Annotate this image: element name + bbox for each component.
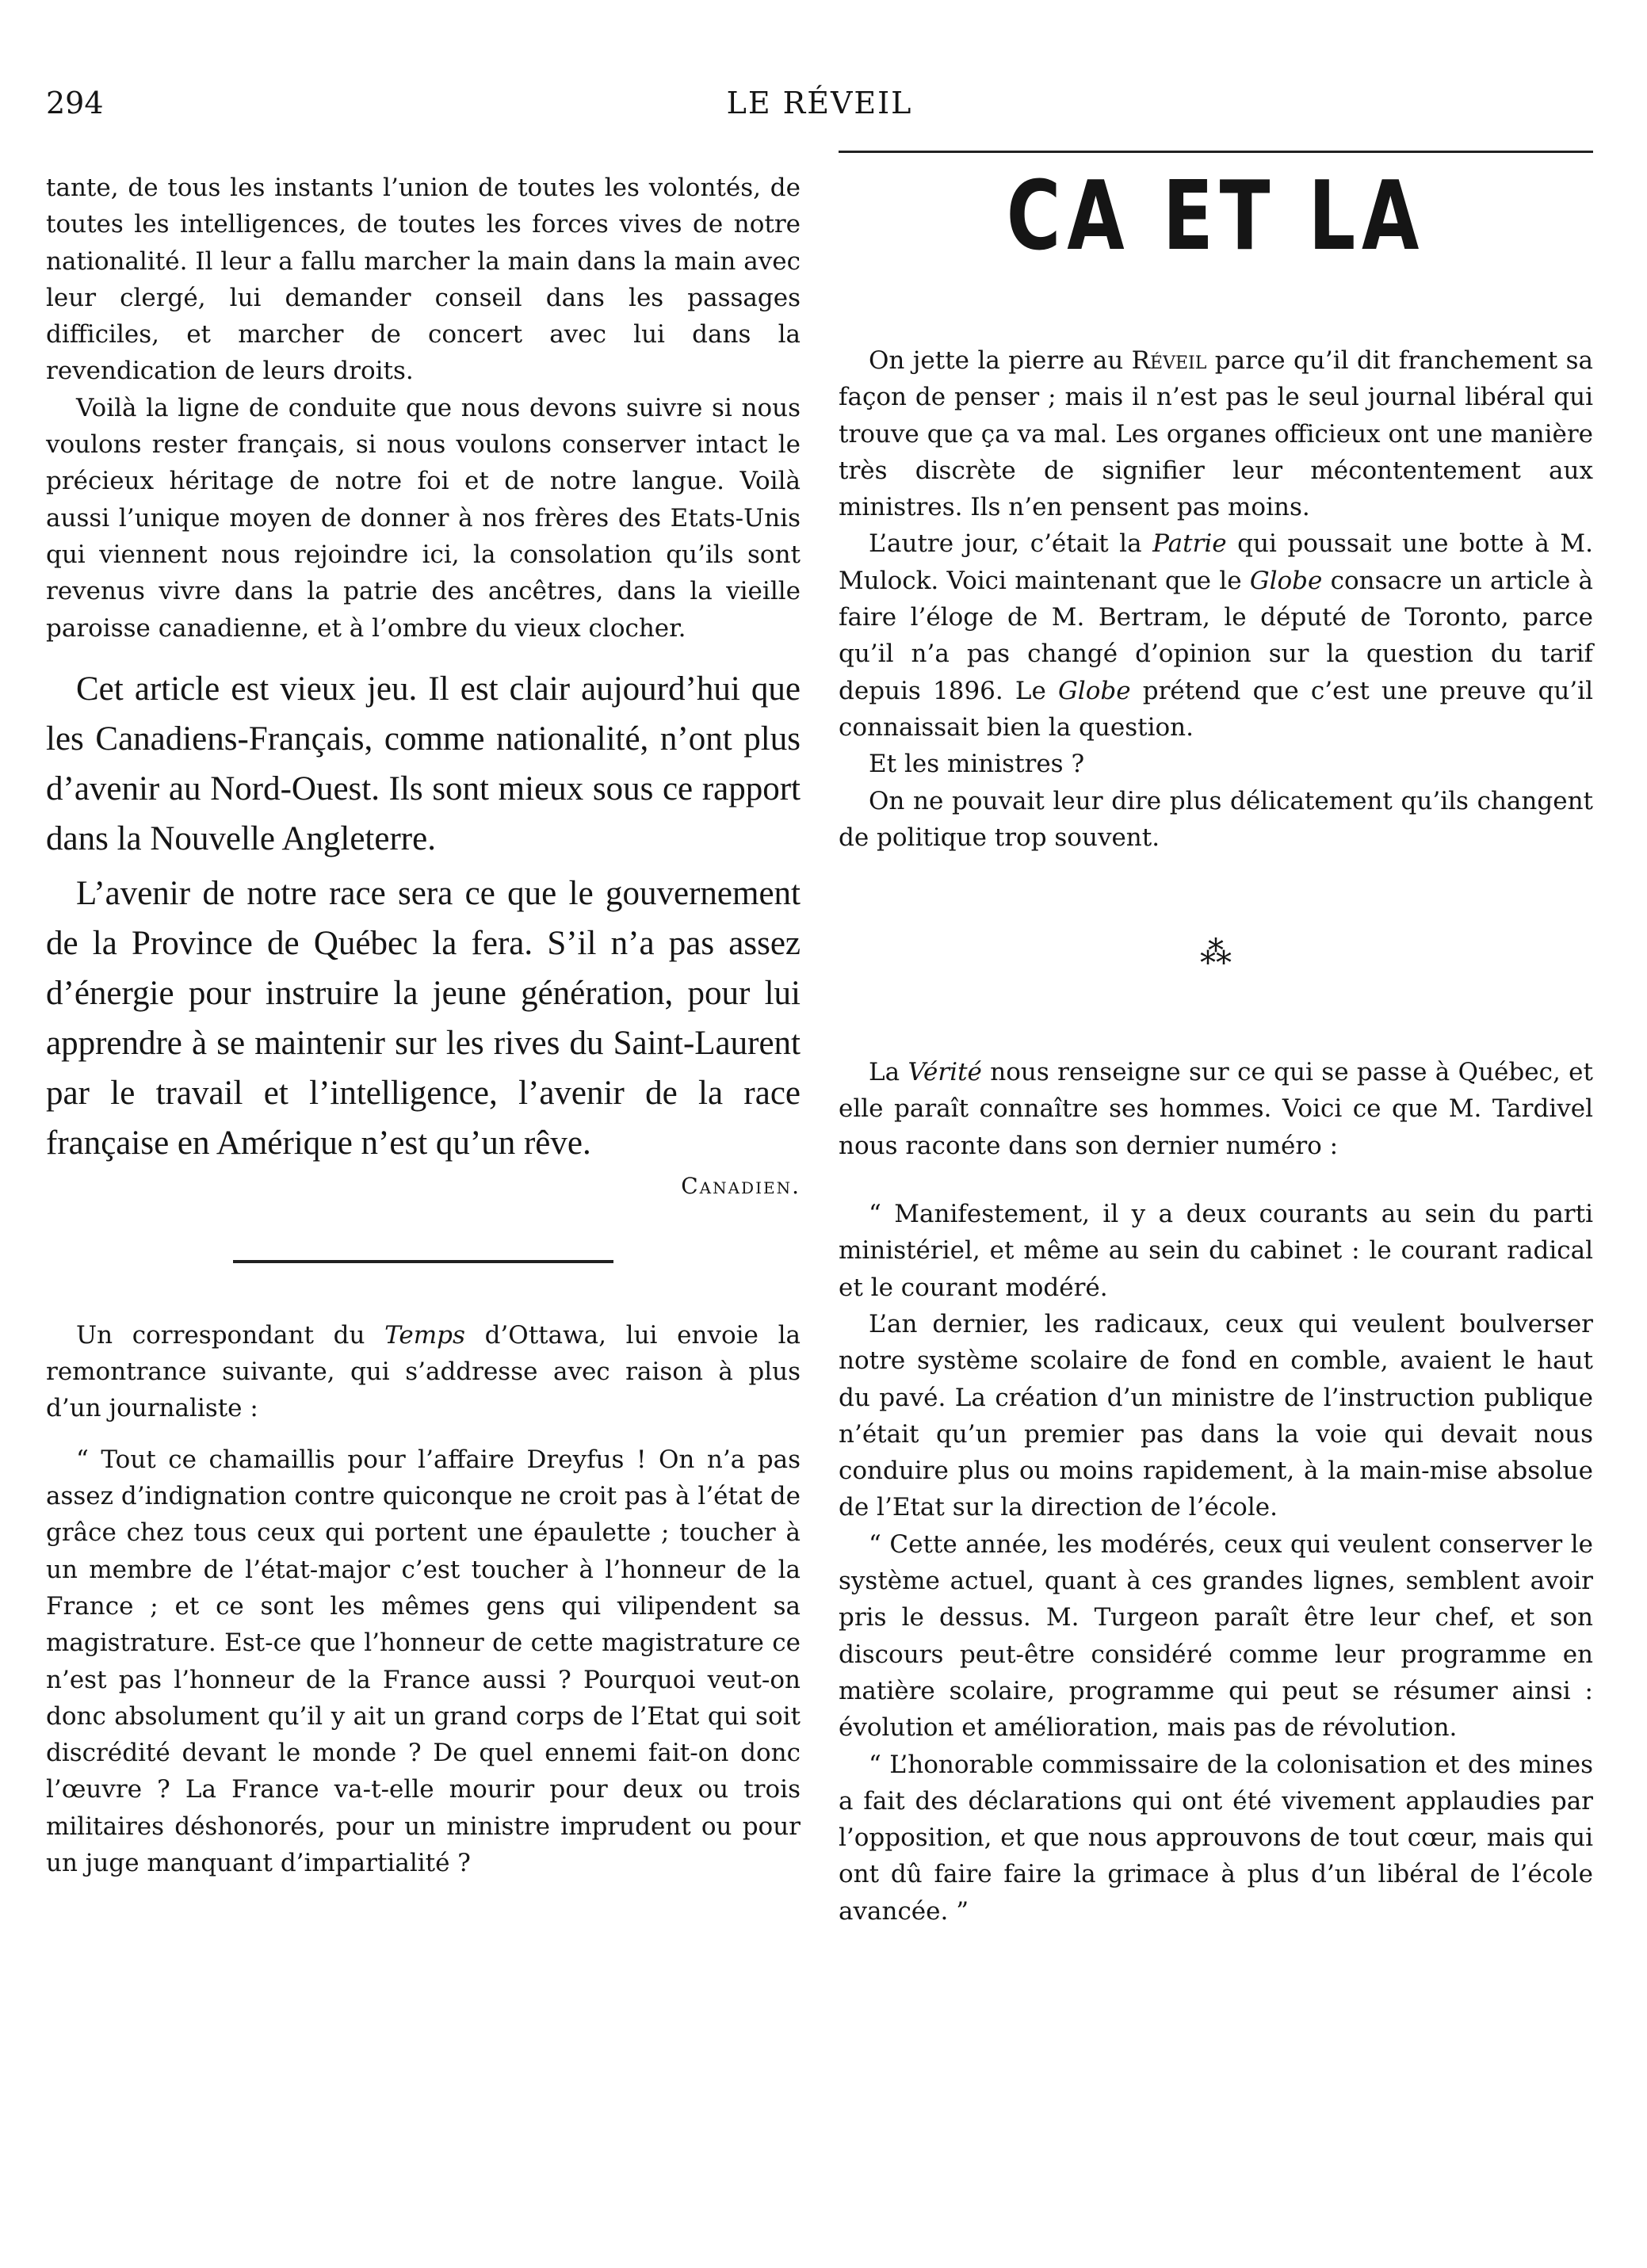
quotation: “ Cette année, les modérés, ceux qui veulent conserver le système actuel, quant à ces grandes lignes, semblent avoir pris le dessus. M. Turgeon paraît être leur chef, et son discours peut-être considéré comme leur programme en matière scolaire, programme qui peut se résumer ainsi : évolution et amélioration, mais pas de révolution. [839,1529,1593,1743]
quotation: “ Manifestement, il y a deux courants au sein du parti ministériel, et même au sein du cabinet : le courant radical et le courant modéré. [839,1200,1593,1302]
journal-title: LE RÉVEIL [726,86,913,120]
commentary-paragraph: L’avenir de notre race sera ce que le gouvernement de la Province de Québec la fera. S’il n’a pas assez d’énergie pour instruire la jeune génération, pour lui apprendre à se maintenir sur les rives du Saint-Laurent par le travail et l’intelligence, l’avenir de la race française en Amérique n’est qu’un rêve. [46,874,801,1162]
left-column [46,170,801,1881]
commentary-paragraph: Cet article est vieux jeu. Il est clair aujourd’hui que les Canadiens-Français, comme nationalité, n’ont plus d’avenir au Nord-Ouest. Ils sont mieux sous ce rapport dans la Nouvelle Angleterre. [46,670,801,857]
section-title: CA ET LA [1006,162,1426,272]
paragraph: Un correspondant du Temps d’Ottawa, lui envoie la remontrance suivante, qui s’addresse avec raison à plus d’un journaliste : [46,1320,801,1423]
running-header [46,86,1593,141]
page-number: 294 [46,86,104,120]
paragraph: On ne pouvait leur dire plus délicatement qu’ils changent de politique trop souvent. [839,786,1593,852]
quotation: “ L’honorable commissaire de la colonisation et des mines a fait des déclarations qui ont été vivement applaudies par l’opposition, et que nous approuvons de tout cœur, mais qui ont dû faire faire la grimace à plus d’un libéral de l’école avancée. ” [839,1750,1593,1926]
section-divider [233,1260,613,1263]
paragraph: Voilà la ligne de conduite que nous devons suivre si nous voulons rester français, si nous voulons conserver intact le précieux héritage de notre foi et de notre langue. Voilà aussi l’unique moyen de donner à nos frères des Etats-Unis qui viennent nous rejoindre ici, la consolation qu’ils sont revenus vivre dans la patrie des ancêtres, dans la vieille paroisse canadienne, et à l’ombre du vieux clocher. [46,393,801,643]
quotation: “ Tout ce chamaillis pour l’affaire Dreyfus ! On n’a pas assez d’indignation contre quiconque ne croit pas à l’état de grâce chez tous ceux qui portent une épaulette ; toucher à un membre de l’état-major c’est toucher à l’honneur de la France ; et ce sont les mêmes gens qui vilipendent sa magistrature. Est-ce que l’honneur de cette magistrature ce n’est pas l’honneur de la France aussi ? Pourquoi veut-on donc absolument qu’il y ait un grand corps de l’Etat qui soit discrédité devant le monde ? De quel ennemi fait-on donc l’œuvre ? La France va-t-elle mourir pour deux ou trois militaires déshonorés, pour un ministre imprudent ou pour un juge manquant d’impartialité ? [46,1445,801,1878]
signature: Canadien. [681,1172,801,1199]
paragraph: La Vérité nous renseigne sur ce qui se passe à Québec, et elle paraît connaître ses hommes. Voici ce que M. Tardivel nous raconte dans son dernier numéro : [839,1058,1593,1160]
paragraph: Et les ministres ? [869,750,1085,779]
quotation: L’an dernier, les radicaux, ceux qui veulent boulverser notre système scolaire de fond en comble, avaient le haut du pavé. La création d’un ministre de l’instruction publique n’était qu’un premier pas dans la voie qui devait nous conduire plus ou moins rapidement, à la main-mise absolue de l’Etat sur la direction de l’école. [839,1309,1593,1522]
paragraph: On jette la pierre au Réveil parce qu’il dit franchement sa façon de penser ; mais il n’est pas le seul journal libéral qui trouve que ça va mal. Les organes officieux ont une manière très discrète de signifier leur mécontentement aux ministres. Ils n’en pensent pas moins. [839,346,1593,522]
paragraph: L’autre jour, c’était la Patrie qui poussait une botte à M. Mulock. Voici maintenant que le Globe consacre un article à faire l’éloge de M. Bertram, le député de Toronto, parce qu’il n’a pas changé d’opinion sur la question du tarif depuis 1896. Le Globe prétend que c’est une preuve qu’il connaissait bien la question. [839,529,1593,742]
paragraph: tante, de tous les instants l’union de toutes les volontés, de toutes les intelligences, de toutes les forces vives de notre nationalité. Il leur a fallu marcher la main dans la main avec leur clergé, lui demander conseil dans les passages difficiles, et marcher de concert avec lui dans la revendication de leurs droits. [46,174,801,386]
header-rule [839,151,1593,153]
right-column [839,162,1593,1930]
asterism-divider: ⁂ [1200,935,1232,972]
